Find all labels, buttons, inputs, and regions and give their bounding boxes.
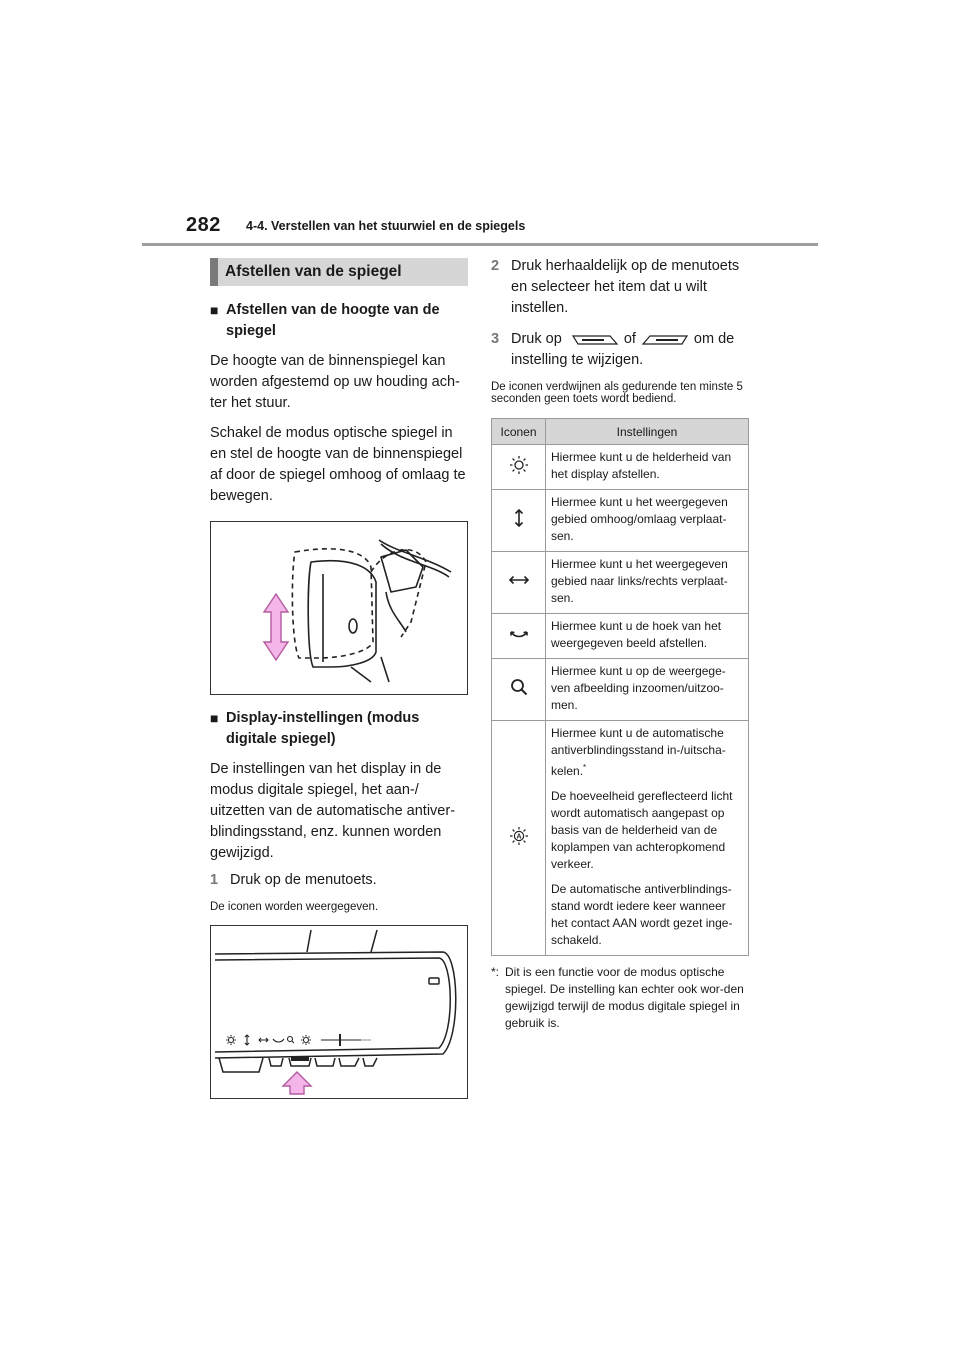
horizontal-arrows-icon — [508, 570, 530, 590]
mirror-menu-illustration — [211, 926, 467, 1098]
section-title: 4-4. Verstellen van het stuurwiel en de spiegels — [246, 219, 526, 233]
table-header-icons: Iconen — [492, 419, 546, 445]
table-row — [492, 490, 749, 552]
auto-dimming-text-b: De hoeveelheid gereflecteerd licht wordt automatisch aangepast op basis van de helderheid van de koplampen van achteropkomend verkeer. — [551, 789, 733, 871]
sub-heading-display — [210, 708, 468, 750]
step-2 — [491, 256, 753, 319]
up-down-arrow-icon — [264, 594, 288, 660]
step-3-text — [511, 329, 753, 371]
sub-heading-height — [210, 300, 468, 342]
mirror-height-illustration — [211, 522, 467, 694]
page-number: 282 — [186, 214, 221, 236]
step-3-mid: of — [623, 331, 636, 347]
paragraph-height-instruction: Schakel de modus optische spiegel in en stel de hoogte van de binnenspiegel af door de spiegel omhoog of omlaag te bewegen. — [210, 425, 466, 504]
table-cell-text: Hiermee kunt u de helderheid van het display afstellen. — [546, 445, 749, 490]
step-3 — [491, 329, 753, 371]
auto-dimming-text-c: De automatische antiverblindings-stand wordt iedere keer wanneer het contact AAN wordt gezet inge-schakeld. — [551, 882, 733, 947]
paragraph-display-intro: De instellingen van het display in de modus digitale spiegel, het aan-/ uitzetten van de automatische antiver-blindingsstand, enz. kunnen worden gewijzigd. — [210, 761, 456, 861]
section-heading: Afstellen van de spiegel — [210, 258, 468, 286]
table-row — [492, 614, 749, 659]
footnote-mark: *: — [491, 965, 500, 979]
header-rule — [142, 243, 818, 246]
brightness-icon — [509, 455, 529, 475]
square-bullet-icon: ■ — [210, 710, 219, 726]
note-icons-disappear: De iconen verdwijnen als gedurende ten minste 5 seconden geen toets wordt bediend. — [491, 381, 743, 405]
table-header-settings: Instellingen — [546, 419, 749, 445]
button-right-glyph-icon — [642, 333, 688, 345]
step-2-text: Druk herhaaldelijk op de menutoets en selecteer het item dat u wilt instellen. — [511, 258, 740, 316]
right-column — [491, 256, 753, 1032]
table-cell-text: Hiermee kunt u het weergegeven gebied naar links/rechts verplaat-sen. — [546, 552, 749, 614]
tilt-icon — [508, 624, 530, 644]
icon-settings-table — [491, 418, 749, 956]
step-3-pre: Druk op — [511, 331, 562, 347]
table-row — [492, 659, 749, 721]
table-cell-text: Hiermee kunt u het weergegeven gebied omhoog/omlaag verplaat-sen. — [546, 490, 749, 552]
table-cell-text: Hiermee kunt u de hoek van het weergegeven beeld afstellen. — [546, 614, 749, 659]
zoom-icon — [509, 677, 529, 697]
footnote-marker: * — [583, 763, 587, 772]
table-cell-text: Hiermee kunt u op de weergege-ven afbeelding inzoomen/uitzoo-men. — [546, 659, 749, 721]
paragraph-height-intro: De hoogte van de binnenspiegel kan worden afgestemd op uw houding ach-ter het stuur. — [210, 353, 460, 411]
footnote — [491, 964, 753, 1032]
svg-text:A: A — [515, 833, 522, 841]
table-row — [492, 721, 749, 956]
step-1-number: 1 — [210, 872, 219, 888]
note-icons-shown: De iconen worden weergegeven. — [210, 901, 379, 913]
table-header-row — [492, 419, 749, 445]
push-arrow-icon — [283, 1072, 311, 1094]
square-bullet-icon: ■ — [210, 302, 219, 318]
step-1-text: Druk op de menutoets. — [230, 872, 377, 888]
table-row — [492, 552, 749, 614]
step-3-number: 3 — [491, 331, 500, 347]
figure-mirror-menu — [210, 925, 468, 1099]
sub-heading-height-text: Afstellen van de hoogte van de spiegel — [226, 302, 440, 339]
step-1 — [210, 870, 468, 891]
auto-dimming-text-a: Hiermee kunt u de automatische antiverblindingsstand in-/uitscha-kelen. — [551, 726, 726, 778]
button-left-glyph-icon — [572, 333, 618, 345]
table-cell-text — [546, 721, 749, 956]
footnote-text: Dit is een functie voor de modus optische spiegel. De instelling kan echter ook wor-den gewijzigd terwijl de modus digitale spiegel in gebruik is. — [505, 965, 744, 1030]
step-3-post: om de instelling te wijzigen. — [511, 331, 735, 368]
left-column — [210, 258, 468, 1099]
vertical-arrows-icon — [509, 508, 529, 528]
step-2-number: 2 — [491, 258, 500, 274]
sub-heading-display-text: Display-instellingen (modus digitale spiegel) — [226, 710, 420, 747]
auto-dimming-icon — [509, 826, 529, 846]
table-row — [492, 445, 749, 490]
figure-mirror-height — [210, 521, 468, 695]
